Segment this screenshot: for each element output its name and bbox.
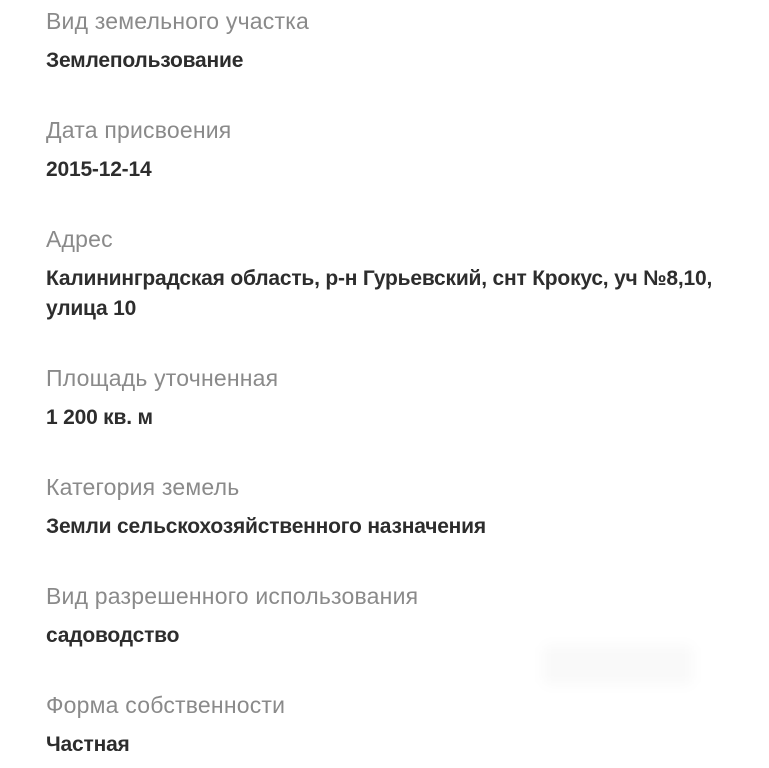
- field-value: Частная: [46, 733, 130, 756]
- field-group: [46, 581, 741, 651]
- field-group: [46, 472, 741, 542]
- field-label: Категория земель: [46, 474, 240, 500]
- field-value: Землепользование: [46, 49, 244, 72]
- field-value: 1 200 кв. м: [46, 406, 153, 429]
- property-fields: [46, 6, 741, 760]
- field-value: садоводство: [46, 624, 180, 647]
- field-group: [46, 6, 741, 76]
- field-value: 2015-12-14: [46, 158, 152, 181]
- field-value: Земли сельскохозяйственного назначения: [46, 515, 486, 538]
- field-label: Форма собственности: [46, 692, 286, 718]
- field-group: [46, 115, 741, 185]
- field-label: Адрес: [46, 226, 113, 252]
- field-group: [46, 690, 741, 760]
- field-label: Вид земельного участка: [46, 8, 309, 34]
- field-value: Калининградская область, р-н Гурьевский, снт Крокус, уч №8,10, улица 10: [46, 267, 713, 320]
- field-label: Дата присвоения: [46, 117, 232, 143]
- field-group: [46, 363, 741, 433]
- field-label: Площадь уточненная: [46, 365, 279, 391]
- field-label: Вид разрешенного использования: [46, 583, 419, 609]
- field-group: [46, 224, 741, 324]
